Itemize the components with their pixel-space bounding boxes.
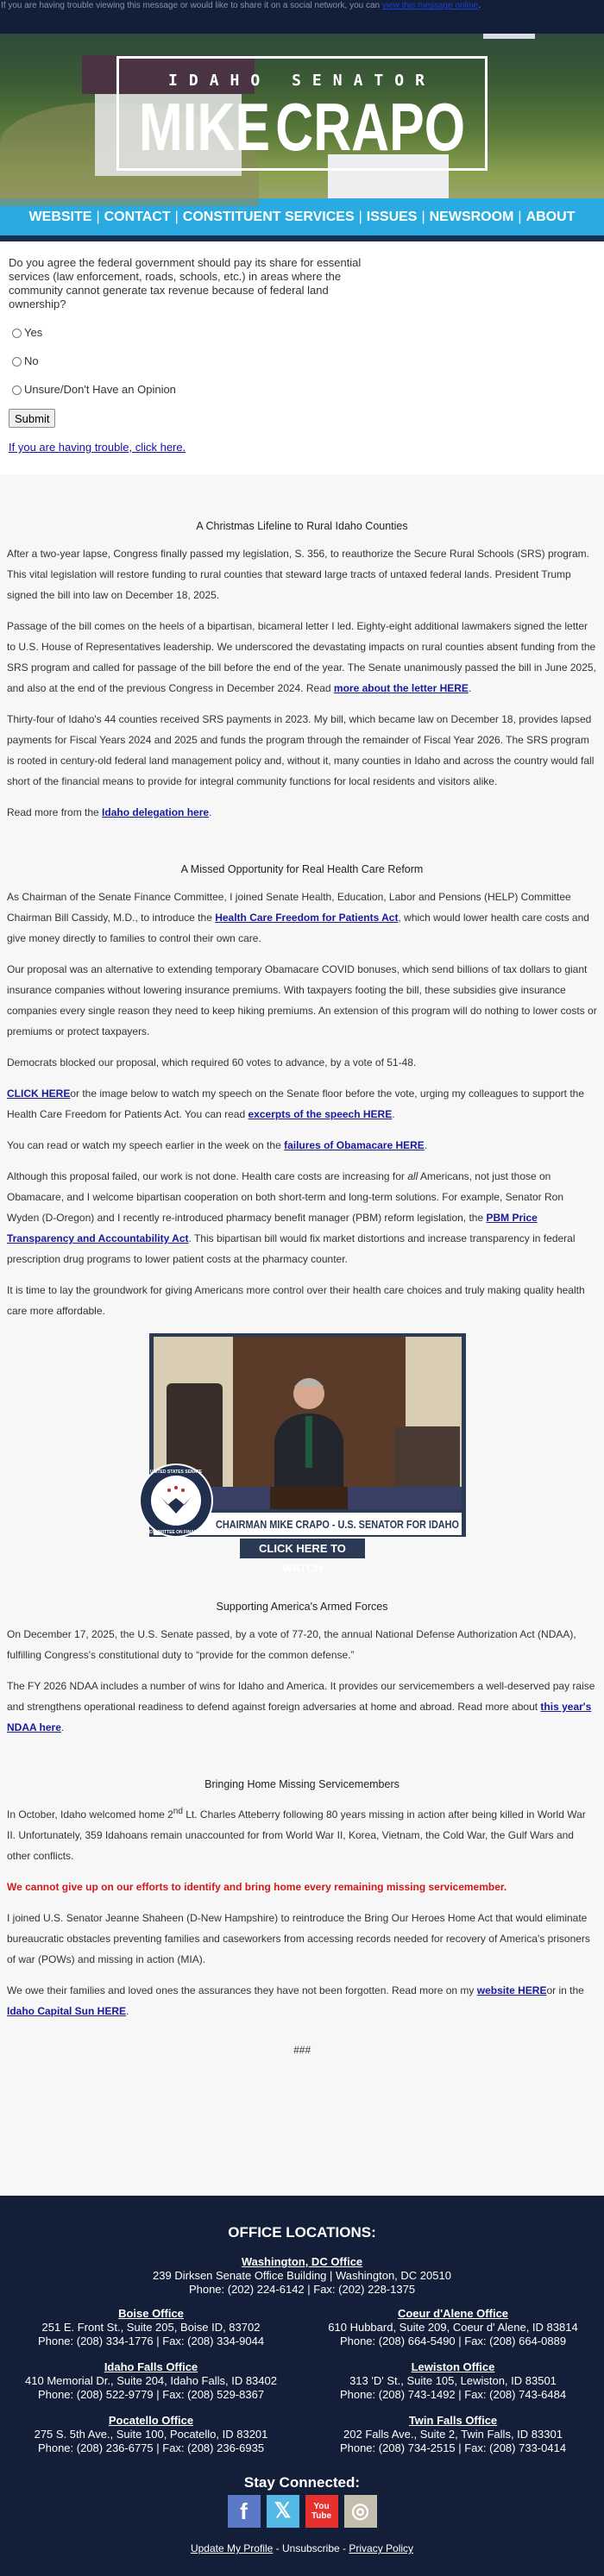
section-title: Bringing Home Missing Servicemembers bbox=[204, 1778, 400, 1790]
paragraph: Thirty-four of Idaho's 44 counties received SRS payments in 2023. My bill, which became law on December 18, provides lapsed payments for Fiscal Years 2024 and 2025 and funds the program through the remainder of Fiscal Year 2026. The SRS program is rooted in century-old federal land management policy and, without it, many counties in Idaho and across the country would fall short of the financial means to provide for integral community functions for local residents and visitors alike. bbox=[7, 713, 595, 787]
option-label: No bbox=[24, 354, 39, 367]
excerpts-link[interactable]: excerpts of the speech HERE bbox=[248, 1108, 393, 1120]
logo-subtitle: IDAHO SENATOR bbox=[168, 72, 436, 90]
office-phone: Phone: (202) 224-6142 | Fax: (202) 228-1375 bbox=[188, 2283, 416, 2296]
paragraph: We owe their families and loved ones the assurances they have not been forgotten. Read more on my website HEREor in the Idaho Capital Sun HERE. bbox=[7, 1984, 584, 2017]
office-address: 202 Falls Ave., Suite 2, Twin Falls, ID 83301 bbox=[343, 2428, 563, 2441]
office-name: Idaho Falls Office bbox=[104, 2360, 198, 2373]
section-rural-counties bbox=[7, 517, 597, 823]
office-twin-falls bbox=[302, 2414, 604, 2455]
office-address: 610 Hubbard, Suite 209, Coeur d' Alene, ID 83814 bbox=[328, 2321, 578, 2334]
paragraph bbox=[7, 887, 597, 949]
facebook-icon[interactable]: f bbox=[228, 2495, 261, 2528]
office-phone: Phone: (208) 334-1776 | Fax: (208) 334-9044 bbox=[37, 2335, 265, 2347]
text: , which would lower health care costs and give money directly to families to control their own care. bbox=[7, 912, 589, 944]
notice-period: . bbox=[478, 1, 481, 10]
office-idaho-falls bbox=[0, 2360, 302, 2402]
text: or the image below to watch my speech on the Senate floor before the vote, urging my colleagues to support the Health Care Freedom for Patients Act. You can read bbox=[7, 1087, 585, 1120]
text: You can read or watch my speech earlier in the week on the bbox=[7, 1139, 285, 1151]
ndaa-link[interactable]: this year's NDAA here bbox=[7, 1701, 592, 1733]
office-name: Lewiston Office bbox=[411, 2360, 495, 2373]
paragraph bbox=[7, 1166, 597, 1269]
text: The FY 2026 NDAA includes a number of wins for Idaho and America. It provides our servicemembers a well-deserved pay raise and strengthens operational readiness to defend against foreign adversaries at home and abroad. Read more about bbox=[7, 1680, 595, 1713]
office-locations-title: OFFICE LOCATIONS: bbox=[228, 2224, 376, 2241]
office-name: Twin Falls Office bbox=[408, 2414, 498, 2427]
poll-option-no[interactable] bbox=[12, 354, 39, 368]
video-thumbnail bbox=[136, 1332, 468, 1539]
poll-form bbox=[0, 241, 604, 474]
video-caption: CHAIRMAN MIKE CRAPO - U.S. SENATOR FOR IDAHO bbox=[216, 1518, 459, 1531]
paragraph: Democrats blocked our proposal, which required 60 votes to advance, by a vote of 51-48. bbox=[7, 1056, 417, 1069]
office-lewiston bbox=[302, 2360, 604, 2402]
top-notice-bar bbox=[0, 0, 604, 34]
text: As Chairman of the Senate Finance Committee, I joined Senate Health, Education, Labor and Pensions (HELP) Committee Chairman Bill Cassidy, M.D., to introduce the bbox=[7, 891, 571, 924]
paragraph: The FY 2026 NDAA includes a number of wins for Idaho and America. It provides our servicemembers a well-deserved pay raise and strengthens operational readiness to defend against foreign adversaries at home and abroad. Read more about this year's NDAA here. bbox=[7, 1680, 595, 1733]
click-here-link[interactable]: CLICK HERE bbox=[7, 1087, 71, 1100]
option-label: Yes bbox=[24, 326, 43, 339]
newsletter-body bbox=[0, 474, 604, 2196]
section-armed-forces bbox=[7, 1598, 597, 1738]
nav-contact[interactable]: CONTACT bbox=[104, 210, 171, 224]
stay-connected-title: Stay Connected: bbox=[243, 2474, 361, 2491]
office-name: Pocatello Office bbox=[108, 2414, 194, 2427]
privacy-policy-link[interactable]: Privacy Policy bbox=[349, 2542, 414, 2554]
nav-constituent-services[interactable]: CONSTITUENT SERVICES bbox=[182, 210, 355, 224]
paragraph: Passage of the bill comes on the heels of a bipartisan, bicameral letter I led. Eighty-eight additional lawmakers signed the letter to U.S. House of Representatives leadership. We underscored the devastating impacts on rural counties absent funding from the SRS program and called for passage of the bill before the end of the year. The Senate unanimously passed the bill in June 2025, and also at the end of the previous Congress in December 2024. Read more about the letter HERE. bbox=[7, 620, 596, 694]
paragraph: Read more from the Idaho delegation here. bbox=[7, 806, 212, 818]
paragraph: I joined U.S. Senator Jeanne Shaheen (D-New Hampshire) to reintroduce the Bring Our Heroes Home Act that would eliminate bureaucratic obstacles preventing families and caseworkers from accessing records needed for recovery of America's prisoners of war (POWs) and missing in action (MIA). bbox=[7, 1912, 590, 1965]
text: In October, Idaho welcomed home 2 bbox=[7, 1808, 173, 1821]
separator: - bbox=[273, 2542, 282, 2554]
nav-separator: | bbox=[518, 210, 522, 224]
text: Read more from the bbox=[7, 806, 103, 818]
separator: - bbox=[339, 2542, 349, 2554]
office-address: 313 'D' St., Suite 105, Lewiston, ID 83501 bbox=[349, 2374, 557, 2387]
letter-link[interactable]: more about the letter HERE bbox=[333, 682, 469, 694]
footer-links bbox=[0, 2542, 604, 2555]
update-profile-link[interactable]: Update My Profile bbox=[190, 2542, 274, 2554]
office-address: 251 E. Front St., Suite 205, Boise ID, 83702 bbox=[41, 2321, 261, 2334]
section-health-care bbox=[7, 861, 597, 1575]
superscript: nd bbox=[173, 1807, 183, 1816]
text: Lt. Charles Atteberry following 80 years missing in action after being killed in World War II. Unfortunately, 359 Idahoans remain unaccounted for from World War II, Korea, Vietnam, the Cold War, the Gulf Wars and other conflicts. bbox=[7, 1808, 586, 1862]
office-address: 275 S. 5th Ave., Suite 100, Pocatello, ID 83201 bbox=[34, 2428, 268, 2441]
radio-unsure[interactable] bbox=[12, 385, 22, 395]
office-phone: Phone: (208) 236-6775 | Fax: (208) 236-6935 bbox=[37, 2441, 265, 2454]
capital-sun-link[interactable]: Idaho Capital Sun HERE bbox=[7, 2005, 127, 2017]
submit-button[interactable]: Submit bbox=[9, 409, 55, 428]
sky bbox=[483, 34, 535, 39]
office-address: 239 Dirksen Senate Office Building | Washington, DC 20510 bbox=[153, 2269, 451, 2282]
paragraph: After a two-year lapse, Congress finally passed my legislation, S. 356, to reauthorize the Secure Rural Schools (SRS) program. This vital legislation will restore funding to rural counties that steward large tracts of untaxed federal lands. President Trump signed the bill into law on December 18, 2025. bbox=[7, 548, 589, 601]
office-phone: Phone: (208) 522-9779 | Fax: (208) 529-8367 bbox=[37, 2388, 265, 2401]
office-pocatello bbox=[0, 2414, 302, 2455]
option-label: Unsure/Don't Have an Opinion bbox=[24, 383, 176, 396]
logo-last-name: CRAPO bbox=[275, 89, 466, 165]
nav-website[interactable]: WEBSITE bbox=[28, 210, 92, 224]
paragraph: Our proposal was an alternative to extending temporary Obamacare COVID bonuses, which send billions of tax dollars to giant insurance companies without lowering insurance premiums. With taxpayers footing the bill, these subsidies give insurance companies every single reason they need to keep hiking premiums. An extension of this program will do nothing to lower costs or premiums or protect taxpayers. bbox=[7, 963, 597, 1037]
office-name: Boise Office bbox=[118, 2307, 184, 2320]
office-address: 410 Memorial Dr., Suite 204, Idaho Falls, ID 83402 bbox=[25, 2374, 277, 2387]
watch-speech-video[interactable] bbox=[136, 1332, 468, 1575]
notice-text: If you are having trouble viewing this message or would like to share it on a social network, you can bbox=[1, 1, 382, 10]
health-care-act-link[interactable]: Health Care Freedom for Patients Act bbox=[215, 912, 399, 924]
senator-logo bbox=[116, 56, 488, 171]
office-phone: Phone: (208) 664-5490 | Fax: (208) 664-0889 bbox=[339, 2335, 567, 2347]
emphasis: all bbox=[407, 1170, 418, 1182]
paragraph: CLICK HEREor the image below to watch my speech on the Senate floor before the vote, urging my colleagues to support the Health Care Freedom for Patients Act. You can read excerpts of the speech HERE. bbox=[7, 1087, 585, 1120]
text: . This bipartisan bill would fix market distortions and increase transparency in federal prescription drug programs to lower patient costs at the pharmacy counter. bbox=[7, 1232, 576, 1265]
seal-top-text: UNITED STATES SENATE bbox=[149, 1470, 203, 1475]
paragraph bbox=[7, 1802, 597, 1866]
paragraph: You can read or watch my speech earlier in the week on the failures of Obamacare HERE. bbox=[7, 1139, 428, 1151]
paragraph: On December 17, 2025, the U.S. Senate passed, by a vote of 77-20, the annual National Defense Authorization Act (NDAA), fulfilling Congress's constitutional duty to “provide for the common defense.” bbox=[7, 1628, 576, 1661]
instagram-icon[interactable]: ◎ bbox=[344, 2495, 377, 2528]
seal-bottom-text: COMMITTEE ON FINANCE bbox=[148, 1530, 204, 1535]
social-links bbox=[0, 2495, 604, 2528]
logo-name bbox=[138, 89, 466, 165]
section-missing-servicemembers bbox=[7, 1776, 597, 2021]
nav-newsroom[interactable]: NEWSROOM bbox=[429, 210, 514, 224]
text: Passage of the bill comes on the heels of a bipartisan, bicameral letter I led. Eighty-eight additional lawmakers signed the letter to U.S. House of Representatives leadership. We underscored the devastating impacts on rural counties absent funding from the SRS program and called for passage of the bill before the end of the year. The Senate unanimously passed the bill in June 2025, and also at the end of the previous Congress in December 2024. Read bbox=[7, 620, 596, 694]
obamacare-link[interactable]: failures of Obamacare HERE bbox=[284, 1139, 425, 1151]
trouble-link[interactable]: If you are having trouble, click here. bbox=[9, 441, 186, 454]
office-grid bbox=[0, 2307, 604, 2455]
logo-first-name: MIKE bbox=[138, 89, 271, 165]
text: or in the bbox=[546, 1984, 584, 1996]
paragraph: It is time to lay the groundwork for giving Americans more control over their health care choices and truly making quality health care more affordable. bbox=[7, 1284, 585, 1317]
section-title: Supporting America's Armed Forces bbox=[216, 1601, 388, 1613]
poll-option-yes[interactable] bbox=[12, 326, 42, 340]
youtube-icon[interactable]: You Tube bbox=[305, 2495, 338, 2528]
office-name: Coeur d'Alene Office bbox=[397, 2307, 509, 2320]
office-name: Washington, DC Office bbox=[241, 2255, 363, 2268]
office-phone: Phone: (208) 734-2515 | Fax: (208) 733-0414 bbox=[339, 2441, 567, 2454]
text: Although this proposal failed, our work is not done. Health care costs are increasing for bbox=[7, 1170, 408, 1182]
office-boise bbox=[0, 2307, 302, 2348]
footer bbox=[0, 2196, 604, 2576]
office-phone: Phone: (208) 743-1492 | Fax: (208) 743-6484 bbox=[339, 2388, 567, 2401]
radio-yes[interactable] bbox=[12, 329, 22, 338]
website-link[interactable]: website HERE bbox=[476, 1984, 547, 1996]
hero-banner bbox=[0, 34, 604, 198]
radio-no[interactable] bbox=[12, 357, 22, 367]
senate-finance-seal bbox=[140, 1464, 212, 1537]
end-mark: ### bbox=[293, 2044, 311, 2056]
text: Americans, not just those on Obamacare, and I welcome bipartisan cooperation on both short-term and long-term solutions. For example, Senator Ron Wyden (D-Oregon) and I recently re-introduced pharmacy benefit manager (PBM) reform legislation, the bbox=[7, 1170, 563, 1224]
poll-question: Do you agree the federal government should pay its share for essential services (law enforcement, roads, schools, etc.) in areas where the community cannot generate tax revenue because of federal land ownership? bbox=[9, 256, 362, 310]
poll-option-unsure[interactable] bbox=[12, 383, 176, 397]
pbm-act-link[interactable]: PBM Price Transparency and Accountability Act bbox=[7, 1212, 538, 1244]
text: We owe their families and loved ones the assurances they have not been forgotten. Read more on my bbox=[7, 1984, 477, 1996]
click-to-watch-button[interactable]: CLICK HERE TO WATCH bbox=[240, 1539, 365, 1558]
section-title: A Christmas Lifeline to Rural Idaho Counties bbox=[196, 520, 408, 532]
nav-separator: | bbox=[421, 210, 425, 224]
highlight-paragraph: We cannot give up on our efforts to identify and bring home every remaining missing servicemember. bbox=[7, 1881, 507, 1893]
section-title: A Missed Opportunity for Real Health Care Reform bbox=[180, 863, 424, 875]
nav-about[interactable]: ABOUT bbox=[525, 210, 576, 224]
office-dc bbox=[86, 2255, 518, 2297]
nav-issues[interactable]: ISSUES bbox=[366, 210, 418, 224]
nav-separator: | bbox=[96, 210, 100, 224]
nav-separator: | bbox=[358, 210, 362, 224]
unsubscribe-link[interactable]: Unsubscribe bbox=[281, 2542, 340, 2554]
x-twitter-icon[interactable]: 𝕏 bbox=[267, 2495, 299, 2528]
view-online-link[interactable]: view this message online bbox=[381, 1, 479, 10]
delegation-link[interactable]: Idaho delegation here bbox=[102, 806, 210, 818]
office-coeur-dalene bbox=[302, 2307, 604, 2348]
nav-separator: | bbox=[174, 210, 179, 224]
